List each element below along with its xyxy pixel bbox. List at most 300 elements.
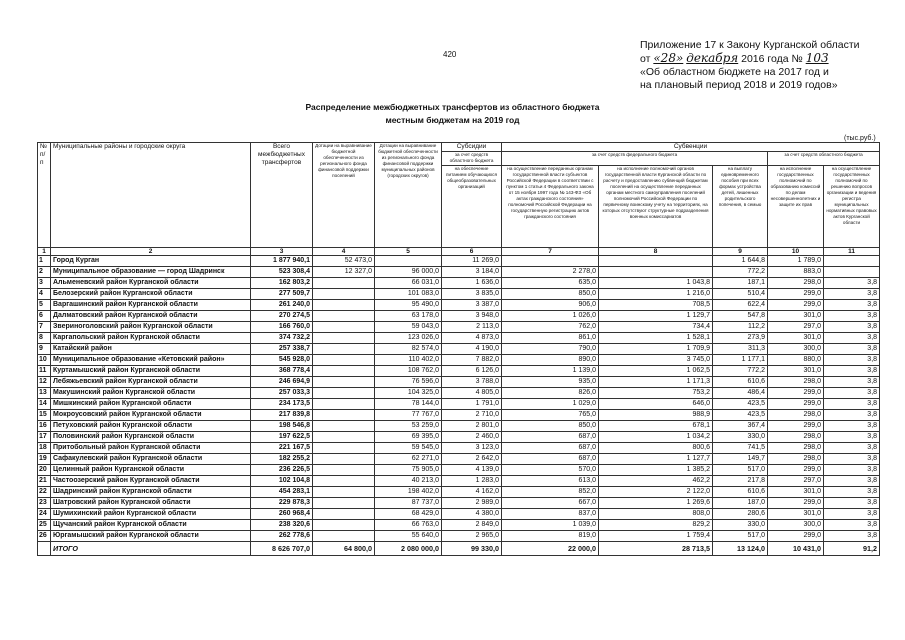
column-number: 7 bbox=[502, 248, 599, 256]
cell-c7 bbox=[502, 256, 599, 267]
cell-name: Половинский район Курганской области bbox=[51, 432, 251, 443]
cell-c4: 52 473,0 bbox=[313, 256, 375, 267]
cell-total: 1 877 940,1 bbox=[251, 256, 313, 267]
cell-c11: 3,8 bbox=[824, 388, 880, 399]
header-num: № п/п bbox=[38, 143, 51, 248]
cell-total: 234 173,5 bbox=[251, 399, 313, 410]
cell-c5: 108 762,0 bbox=[375, 366, 442, 377]
cell-c9: 217,8 bbox=[713, 476, 768, 487]
cell-c6: 3 184,0 bbox=[442, 267, 502, 278]
cell-c11: 3,8 bbox=[824, 399, 880, 410]
cell-c10: 299,0 bbox=[768, 498, 824, 509]
cell-c11: 3,8 bbox=[824, 498, 880, 509]
column-number: 5 bbox=[375, 248, 442, 256]
column-number-row bbox=[38, 248, 880, 256]
cell-name: Шумихинский район Курганской области bbox=[51, 509, 251, 520]
cell-c11: 3,8 bbox=[824, 333, 880, 344]
header-c5: Дотации на выравнивание бюджетной обеспеченности из регионального фонда финансовой поддержки муниципальных районов (городских округов) bbox=[375, 143, 442, 248]
cell-name: Варгашинский район Курганской области bbox=[51, 300, 251, 311]
cell-c10: 298,0 bbox=[768, 443, 824, 454]
cell-c4 bbox=[313, 355, 375, 366]
table-row bbox=[38, 487, 880, 498]
cell-c5: 66 763,0 bbox=[375, 520, 442, 531]
cell-c5: 63 178,0 bbox=[375, 311, 442, 322]
cell-c5: 53 259,0 bbox=[375, 421, 442, 432]
cell-c10: 301,0 bbox=[768, 366, 824, 377]
cell-c4 bbox=[313, 487, 375, 498]
cell-c10: 300,0 bbox=[768, 344, 824, 355]
cell-c6: 4 162,0 bbox=[442, 487, 502, 498]
cell-c5: 59 043,0 bbox=[375, 322, 442, 333]
cell-name: Целинный район Курганской области bbox=[51, 465, 251, 476]
cell-c8: 1 269,6 bbox=[599, 498, 713, 509]
cell-c6: 2 710,0 bbox=[442, 410, 502, 421]
cell-c7: 890,0 bbox=[502, 355, 599, 366]
header-subsidies-sub: за счет средств областного бюджета bbox=[442, 152, 502, 166]
cell-c9: 330,0 bbox=[713, 520, 768, 531]
cell-total: 197 622,5 bbox=[251, 432, 313, 443]
cell-c6: 2 801,0 bbox=[442, 421, 502, 432]
cell-name: Мокроусовский район Курганской области bbox=[51, 410, 251, 421]
cell-c6: 3 123,0 bbox=[442, 443, 502, 454]
cell-name: Петуховский район Курганской области bbox=[51, 421, 251, 432]
cell-c9: 367,4 bbox=[713, 421, 768, 432]
total-c5: 2 080 000,0 bbox=[375, 542, 442, 556]
cell-total: 238 320,6 bbox=[251, 520, 313, 531]
cell-n: 24 bbox=[38, 509, 51, 520]
cell-c6: 6 126,0 bbox=[442, 366, 502, 377]
cell-total: 166 760,0 bbox=[251, 322, 313, 333]
cell-c4 bbox=[313, 278, 375, 289]
cell-c6: 2 113,0 bbox=[442, 322, 502, 333]
cell-n: 23 bbox=[38, 498, 51, 509]
cell-c7: 826,0 bbox=[502, 388, 599, 399]
cell-c11: 3,8 bbox=[824, 454, 880, 465]
table-row bbox=[38, 256, 880, 267]
cell-c9: 772,2 bbox=[713, 366, 768, 377]
cell-c5: 198 402,0 bbox=[375, 487, 442, 498]
cell-c11: 3,8 bbox=[824, 509, 880, 520]
cell-name: Мишкинский район Курганской области bbox=[51, 399, 251, 410]
cell-total: 277 509,7 bbox=[251, 289, 313, 300]
cell-c6: 1 283,0 bbox=[442, 476, 502, 487]
cell-name: Город Курган bbox=[51, 256, 251, 267]
cell-n: 15 bbox=[38, 410, 51, 421]
cell-c10: 299,0 bbox=[768, 465, 824, 476]
cell-c4 bbox=[313, 509, 375, 520]
cell-name: Лебяжьевский район Курганской области bbox=[51, 377, 251, 388]
cell-c8: 988,9 bbox=[599, 410, 713, 421]
cell-c10: 298,0 bbox=[768, 278, 824, 289]
header-c10: на исполнение государственных полномочий по образованию комиссий по делам несовершеннолетних и защите их прав bbox=[768, 166, 824, 248]
cell-c11: 3,8 bbox=[824, 344, 880, 355]
cell-c5: 69 395,0 bbox=[375, 432, 442, 443]
cell-c4 bbox=[313, 289, 375, 300]
cell-c5: 77 767,0 bbox=[375, 410, 442, 421]
cell-n: 26 bbox=[38, 531, 51, 542]
cell-c7: 687,0 bbox=[502, 443, 599, 454]
cell-c6: 2 642,0 bbox=[442, 454, 502, 465]
header-subventions: Субвенции bbox=[502, 143, 880, 152]
header-total: Всего межбюджетных трансфертов bbox=[251, 143, 313, 248]
cell-c4 bbox=[313, 377, 375, 388]
cell-c7: 935,0 bbox=[502, 377, 599, 388]
table-row bbox=[38, 520, 880, 531]
cell-c9: 187,1 bbox=[713, 278, 768, 289]
cell-c6: 3 788,0 bbox=[442, 377, 502, 388]
cell-total: 261 240,0 bbox=[251, 300, 313, 311]
cell-c4 bbox=[313, 388, 375, 399]
cell-c8: 678,1 bbox=[599, 421, 713, 432]
cell-name: Шатровский район Курганской области bbox=[51, 498, 251, 509]
cell-c10: 298,0 bbox=[768, 432, 824, 443]
cell-total: 545 928,0 bbox=[251, 355, 313, 366]
table-row bbox=[38, 289, 880, 300]
cell-c5: 87 737,0 bbox=[375, 498, 442, 509]
attachment-line-2 bbox=[640, 52, 900, 66]
cell-total: 162 803,2 bbox=[251, 278, 313, 289]
cell-n: 25 bbox=[38, 520, 51, 531]
cell-c6: 3 835,0 bbox=[442, 289, 502, 300]
cell-c7: 687,0 bbox=[502, 432, 599, 443]
cell-c8: 1 171,3 bbox=[599, 377, 713, 388]
cell-c4 bbox=[313, 454, 375, 465]
table-row bbox=[38, 509, 880, 520]
cell-c7: 765,0 bbox=[502, 410, 599, 421]
cell-c10: 301,0 bbox=[768, 333, 824, 344]
cell-c6: 7 882,0 bbox=[442, 355, 502, 366]
cell-total: 523 308,4 bbox=[251, 267, 313, 278]
transfers-table bbox=[37, 142, 880, 556]
cell-n: 16 bbox=[38, 421, 51, 432]
cell-c4 bbox=[313, 520, 375, 531]
cell-c9: 187,0 bbox=[713, 498, 768, 509]
cell-n: 2 bbox=[38, 267, 51, 278]
cell-c8: 1 759,4 bbox=[599, 531, 713, 542]
attachment-line-1: Приложение 17 к Закону Курганской области bbox=[640, 39, 860, 51]
cell-c4 bbox=[313, 300, 375, 311]
cell-n: 11 bbox=[38, 366, 51, 377]
cell-c8: 708,5 bbox=[599, 300, 713, 311]
cell-c11 bbox=[824, 267, 880, 278]
table-row bbox=[38, 311, 880, 322]
table-row bbox=[38, 322, 880, 333]
cell-c11: 3,8 bbox=[824, 432, 880, 443]
cell-total: 246 694,9 bbox=[251, 377, 313, 388]
cell-c7: 1 026,0 bbox=[502, 311, 599, 322]
cell-c5: 40 213,0 bbox=[375, 476, 442, 487]
cell-total: 262 778,6 bbox=[251, 531, 313, 542]
cell-c8: 1 129,7 bbox=[599, 311, 713, 322]
cell-n: 17 bbox=[38, 432, 51, 443]
attachment-number: 103 bbox=[805, 51, 829, 65]
total-c7: 22 000,0 bbox=[502, 542, 599, 556]
attachment-header bbox=[640, 39, 900, 92]
total-num bbox=[38, 542, 51, 556]
total-c8: 28 713,5 bbox=[599, 542, 713, 556]
header-c8: на исполнение полномочий органов государственной власти Курганской области по расчету и предоставлению субвенций бюджетам поселений на осуществление переданных органам местного самоуправления поселений полномочий Российской Федерации по первичному воинскому учету на территориях, на которых отсутствуют структурные подразделения военных комиссариатов bbox=[599, 166, 713, 248]
cell-n: 8 bbox=[38, 333, 51, 344]
table-row bbox=[38, 498, 880, 509]
cell-c9: 112,2 bbox=[713, 322, 768, 333]
cell-c10: 299,0 bbox=[768, 388, 824, 399]
cell-c4 bbox=[313, 432, 375, 443]
cell-name: Муниципальное образование — город Шадринск bbox=[51, 267, 251, 278]
cell-c6: 3 948,0 bbox=[442, 311, 502, 322]
cell-c9: 423,5 bbox=[713, 410, 768, 421]
cell-total: 270 274,5 bbox=[251, 311, 313, 322]
cell-n: 22 bbox=[38, 487, 51, 498]
cell-total: 374 732,2 bbox=[251, 333, 313, 344]
table-row bbox=[38, 432, 880, 443]
cell-c7: 861,0 bbox=[502, 333, 599, 344]
cell-c8: 808,0 bbox=[599, 509, 713, 520]
cell-c11: 3,8 bbox=[824, 421, 880, 432]
cell-c11: 3,8 bbox=[824, 278, 880, 289]
cell-c8: 753,2 bbox=[599, 388, 713, 399]
table-row bbox=[38, 278, 880, 289]
cell-c10: 299,0 bbox=[768, 531, 824, 542]
cell-n: 10 bbox=[38, 355, 51, 366]
header-c4: Дотации на выравнивание бюджетной обеспеченности из регионального фонда финансовой поддержки поселений bbox=[313, 143, 375, 248]
cell-c5: 66 031,0 bbox=[375, 278, 442, 289]
cell-c8: 829,2 bbox=[599, 520, 713, 531]
cell-c11: 3,8 bbox=[824, 465, 880, 476]
attachment-line-3: «Об областном бюджете на 2017 год и bbox=[640, 66, 829, 78]
cell-c7: 906,0 bbox=[502, 300, 599, 311]
cell-c5: 62 271,0 bbox=[375, 454, 442, 465]
cell-c7: 1 139,0 bbox=[502, 366, 599, 377]
cell-c7: 687,0 bbox=[502, 454, 599, 465]
cell-c8: 1 385,2 bbox=[599, 465, 713, 476]
units-label: (тыс.руб.) bbox=[844, 135, 876, 142]
cell-c4 bbox=[313, 421, 375, 432]
cell-total: 217 839,8 bbox=[251, 410, 313, 421]
cell-n: 6 bbox=[38, 311, 51, 322]
cell-name: Притобольный район Курганской области bbox=[51, 443, 251, 454]
cell-total: 260 968,4 bbox=[251, 509, 313, 520]
cell-c10: 299,0 bbox=[768, 399, 824, 410]
cell-c9: 741,5 bbox=[713, 443, 768, 454]
table-row bbox=[38, 366, 880, 377]
cell-c6: 4 380,0 bbox=[442, 509, 502, 520]
cell-total: 102 104,8 bbox=[251, 476, 313, 487]
cell-c10: 298,0 bbox=[768, 410, 824, 421]
cell-c4 bbox=[313, 476, 375, 487]
header-subv-fed: за счет средств федерального бюджета bbox=[502, 152, 768, 166]
total-c9: 13 124,0 bbox=[713, 542, 768, 556]
cell-n: 14 bbox=[38, 399, 51, 410]
cell-c11: 3,8 bbox=[824, 443, 880, 454]
cell-c10: 298,0 bbox=[768, 454, 824, 465]
cell-n: 5 bbox=[38, 300, 51, 311]
cell-n: 21 bbox=[38, 476, 51, 487]
cell-c6: 1 636,0 bbox=[442, 278, 502, 289]
document-subtitle: местным бюджетам на 2019 год bbox=[385, 115, 520, 125]
cell-c8: 3 745,0 bbox=[599, 355, 713, 366]
header-subsidies: Субсидии bbox=[442, 143, 502, 152]
table-row bbox=[38, 388, 880, 399]
table-row bbox=[38, 421, 880, 432]
header-name: Муниципальные районы и городские округа bbox=[51, 143, 251, 248]
cell-c4 bbox=[313, 531, 375, 542]
table-row bbox=[38, 465, 880, 476]
cell-c11: 3,8 bbox=[824, 476, 880, 487]
cell-c9: 610,6 bbox=[713, 377, 768, 388]
cell-c6: 4 139,0 bbox=[442, 465, 502, 476]
column-number: 1 bbox=[38, 248, 51, 256]
cell-c11: 3,8 bbox=[824, 487, 880, 498]
cell-c11: 3,8 bbox=[824, 300, 880, 311]
cell-c4: 12 327,0 bbox=[313, 267, 375, 278]
cell-name: Юргамышский район Курганской области bbox=[51, 531, 251, 542]
cell-c7: 635,0 bbox=[502, 278, 599, 289]
cell-c7: 613,0 bbox=[502, 476, 599, 487]
cell-c8: 2 122,0 bbox=[599, 487, 713, 498]
cell-c5: 68 429,0 bbox=[375, 509, 442, 520]
cell-n: 1 bbox=[38, 256, 51, 267]
header-c7: на осуществление переданных органам государственной власти субъектов Российской Федерации в соответствии с пунктом 1 статьи 4 Федерального закона от 15 ноября 1997 года № 143-ФЗ «Об актах гражданского состояния» полномочий Российской Федерации на государственную регистрацию актов гражданского состояния bbox=[502, 166, 599, 248]
cell-c11: 3,8 bbox=[824, 366, 880, 377]
cell-total: 229 878,3 bbox=[251, 498, 313, 509]
cell-c10: 298,0 bbox=[768, 377, 824, 388]
attachment-number-label: № bbox=[791, 53, 803, 65]
cell-c10: 883,0 bbox=[768, 267, 824, 278]
cell-c8: 1 528,1 bbox=[599, 333, 713, 344]
cell-n: 9 bbox=[38, 344, 51, 355]
table-row bbox=[38, 531, 880, 542]
table-row bbox=[38, 355, 880, 366]
cell-c9: 1 644,8 bbox=[713, 256, 768, 267]
cell-total: 236 226,5 bbox=[251, 465, 313, 476]
cell-c4 bbox=[313, 443, 375, 454]
cell-c7: 570,0 bbox=[502, 465, 599, 476]
cell-n: 3 bbox=[38, 278, 51, 289]
cell-n: 13 bbox=[38, 388, 51, 399]
cell-n: 18 bbox=[38, 443, 51, 454]
cell-total: 182 255,2 bbox=[251, 454, 313, 465]
cell-c7: 837,0 bbox=[502, 509, 599, 520]
cell-c9: 311,3 bbox=[713, 344, 768, 355]
cell-name: Куртамышский район Курганской области bbox=[51, 366, 251, 377]
cell-c11: 3,8 bbox=[824, 377, 880, 388]
cell-c10: 301,0 bbox=[768, 509, 824, 520]
table-row bbox=[38, 300, 880, 311]
cell-name: Сафакулевский район Курганской области bbox=[51, 454, 251, 465]
cell-c6: 2 989,0 bbox=[442, 498, 502, 509]
cell-c6: 4 873,0 bbox=[442, 333, 502, 344]
cell-c7: 790,0 bbox=[502, 344, 599, 355]
cell-c7: 1 029,0 bbox=[502, 399, 599, 410]
cell-c4 bbox=[313, 344, 375, 355]
cell-c9: 280,6 bbox=[713, 509, 768, 520]
column-number: 11 bbox=[824, 248, 880, 256]
cell-c10: 297,0 bbox=[768, 476, 824, 487]
cell-total: 257 338,7 bbox=[251, 344, 313, 355]
cell-c7: 852,0 bbox=[502, 487, 599, 498]
cell-c5: 78 144,0 bbox=[375, 399, 442, 410]
cell-c8: 1 127,7 bbox=[599, 454, 713, 465]
cell-c11: 3,8 bbox=[824, 410, 880, 421]
cell-c5: 96 000,0 bbox=[375, 267, 442, 278]
cell-c6: 4 190,0 bbox=[442, 344, 502, 355]
cell-c10: 880,0 bbox=[768, 355, 824, 366]
cell-c9: 622,4 bbox=[713, 300, 768, 311]
cell-name: Муниципальное образование «Кетовский район» bbox=[51, 355, 251, 366]
cell-c4 bbox=[313, 399, 375, 410]
table-row bbox=[38, 267, 880, 278]
cell-c11: 3,8 bbox=[824, 520, 880, 531]
cell-c11: 3,8 bbox=[824, 355, 880, 366]
cell-c8: 646,0 bbox=[599, 399, 713, 410]
table-row bbox=[38, 333, 880, 344]
cell-c5: 76 596,0 bbox=[375, 377, 442, 388]
cell-name: Частоозерский район Курганской области bbox=[51, 476, 251, 487]
cell-c10: 299,0 bbox=[768, 421, 824, 432]
cell-c8: 462,2 bbox=[599, 476, 713, 487]
cell-c5: 101 083,0 bbox=[375, 289, 442, 300]
cell-c10: 299,0 bbox=[768, 289, 824, 300]
cell-c6: 2 965,0 bbox=[442, 531, 502, 542]
table-row bbox=[38, 443, 880, 454]
cell-c6: 1 791,0 bbox=[442, 399, 502, 410]
total-c4: 64 800,0 bbox=[313, 542, 375, 556]
cell-c6: 11 269,0 bbox=[442, 256, 502, 267]
cell-c9: 547,8 bbox=[713, 311, 768, 322]
cell-c9: 149,7 bbox=[713, 454, 768, 465]
cell-c7: 2 278,0 bbox=[502, 267, 599, 278]
cell-c9: 273,9 bbox=[713, 333, 768, 344]
cell-c5: 59 545,0 bbox=[375, 443, 442, 454]
cell-name: Белозерский район Курганской области bbox=[51, 289, 251, 300]
cell-c8: 1 216,0 bbox=[599, 289, 713, 300]
cell-c7: 850,0 bbox=[502, 421, 599, 432]
cell-c10: 301,0 bbox=[768, 487, 824, 498]
cell-c4 bbox=[313, 333, 375, 344]
cell-n: 7 bbox=[38, 322, 51, 333]
cell-c4 bbox=[313, 322, 375, 333]
total-c10: 10 431,0 bbox=[768, 542, 824, 556]
cell-c6: 2 460,0 bbox=[442, 432, 502, 443]
cell-c5: 95 490,0 bbox=[375, 300, 442, 311]
column-number: 3 bbox=[251, 248, 313, 256]
cell-c9: 1 177,1 bbox=[713, 355, 768, 366]
cell-c4 bbox=[313, 366, 375, 377]
table-row bbox=[38, 410, 880, 421]
cell-name: Далматовский район Курганской области bbox=[51, 311, 251, 322]
cell-name: Катайский район bbox=[51, 344, 251, 355]
cell-name: Щучанский район Курганской области bbox=[51, 520, 251, 531]
attachment-from: от bbox=[640, 53, 651, 65]
cell-c4 bbox=[313, 465, 375, 476]
cell-c8: 1 709,9 bbox=[599, 344, 713, 355]
page-number: 420 bbox=[443, 50, 457, 59]
cell-c5: 75 905,0 bbox=[375, 465, 442, 476]
attachment-day: «28» bbox=[653, 51, 684, 65]
header-c6: на обеспечение питанием обучающихся общеобразовательных организаций bbox=[442, 166, 502, 248]
cell-total: 221 167,5 bbox=[251, 443, 313, 454]
cell-c5: 110 402,0 bbox=[375, 355, 442, 366]
table-row bbox=[38, 377, 880, 388]
cell-c11: 3,8 bbox=[824, 531, 880, 542]
cell-c5: 104 325,0 bbox=[375, 388, 442, 399]
cell-c10: 297,0 bbox=[768, 322, 824, 333]
total-c11: 91,2 bbox=[824, 542, 880, 556]
cell-n: 20 bbox=[38, 465, 51, 476]
cell-c4 bbox=[313, 498, 375, 509]
table-row bbox=[38, 399, 880, 410]
cell-c8 bbox=[599, 256, 713, 267]
